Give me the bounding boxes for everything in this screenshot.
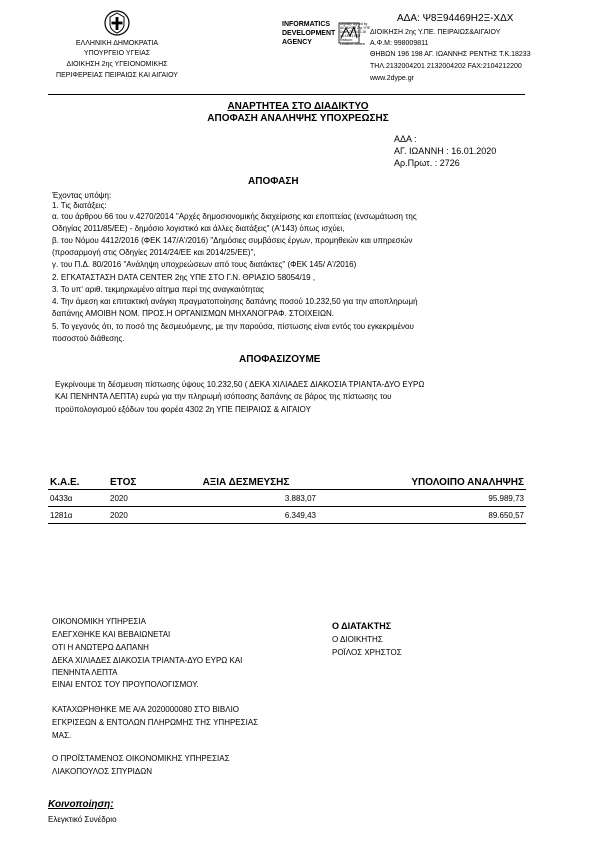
ada-code: ΑΔΑ: Ψ8Ξ94469Η2Ξ-ΧΔΧ [397, 13, 514, 24]
signature-note: 13:15:41 EET [340, 34, 361, 38]
column-header: Κ.Α.Ε. [48, 475, 108, 490]
notification-recipient: Ελεγκτικό Συνέδριο [48, 815, 117, 824]
body-line: Οδηγίας 2011/85/ΕΕ) - δημόσιο λογιστικό και άλλες διατάξεις" (Α'143) όπως ισχύει, [52, 224, 345, 233]
year-cell: 2020 [108, 507, 174, 524]
meta-ada: ΑΔΑ : [394, 134, 417, 144]
header-divider [48, 94, 525, 95]
registration-line: ΜΑΣ. [52, 731, 72, 740]
registration-line: ΚΑΤΑΧΩΡΗΘΗΚΕ ΜΕ Α/Α 2020000080 ΣΤΟ ΒΙΒΛΙΟ [52, 705, 240, 714]
section-heading-resolve: ΑΠΟΦΑΣΙΖΟΥΜΕ [239, 354, 321, 365]
agency-name: INFORMATICS [282, 21, 331, 28]
header-right-line: ΔΙΟΙΚΗΣΗ 2ης Υ.ΠΕ. ΠΕΙΡΑΙΩΣ&ΑΙΓΑΙΟΥ [370, 29, 501, 36]
commitments-table [48, 475, 526, 524]
signature-note: Location: Athens [340, 42, 366, 46]
header-left-line: ΥΠΟΥΡΓΕΙΟ ΥΓΕΙΑΣ [83, 50, 151, 57]
body-line: α. του άρθρου 66 του ν.4270/2014 "Αρχές δημοσιονομικής διαχείρισης και εποπτείας (ενσωμάτωση της [52, 212, 417, 221]
year-cell: 2020 [108, 490, 174, 507]
kae-cell: 1281α [48, 507, 108, 524]
header-left-line: ΠΕΡΙΦΕΡΕΙΑΣ ΠΕΙΡΑΙΩΣ ΚΑΙ ΑΙΓΑΙΟΥ [56, 72, 178, 79]
finance-line: ΟΤΙ Η ΑΝΩΤΕΡΩ ΔΑΠΑΝΗ [52, 643, 149, 652]
registration-line: ΕΓΚΡΙΣΕΩΝ & ΕΝΤΟΛΩΝ ΠΛΗΡΩΜΗΣ ΤΗΣ ΥΠΗΡΕΣΙΑΣ [52, 718, 259, 727]
body-line: 4. Την άμεση και επιτακτική ανάγκη πραγματοποίησης δαπάνης ποσού 10.232,50 για την αποπληρωμή [52, 297, 418, 306]
signature-note: ΔΙΟΙΚΗΣΗ 2ης ΥΠΕ [340, 26, 371, 30]
page-subtitle: ΑΠΟΦΑΣΗ ΑΝΑΛΗΨΗΣ ΥΠΟΧΡΕΩΣΗΣ [207, 113, 389, 124]
body-line: ποσοστού διάθεσης. [52, 334, 125, 343]
section-heading-decision: ΑΠΟΦΑΣΗ [248, 176, 299, 187]
agency-name: AGENCY [282, 39, 312, 46]
header-right-line: Α.Φ.Μ: 998009811 [370, 40, 429, 47]
finance-head-name: ΛΙΑΚΟΠΟΥΛΟΣ ΣΠΥΡΙΔΩΝ [52, 767, 152, 776]
remaining-cell: 89.650,57 [318, 507, 526, 524]
finance-head-title: Ο ΠΡΟΪΣΤΑΜΕΝΟΣ ΟΙΚΟΝΟΜΙΚΗΣ ΥΠΗΡΕΣΙΑΣ [52, 754, 230, 763]
commitment-cell: 3.883,07 [174, 490, 318, 507]
header-left-line: ΕΛΛΗΝΙΚΗ ΔΗΜΟΚΡΑΤΙΑ [75, 40, 159, 47]
signer-title: Ο ΔΙΑΤΑΚΤΗΣ [332, 621, 392, 631]
body-line: (προσαρμογή στις Οδηγίες 2014/24/ΕΕ και 2014/25/ΕΕ)", [52, 248, 256, 257]
column-header: ΕΤΟΣ [108, 475, 174, 490]
header-right-line: www.2dype.gr [370, 75, 414, 82]
header-right-line: ΤΗΛ.2132004201 2132004202 FAX:2104212200 [370, 63, 522, 70]
body-line: 5. Το γεγονός ότι, το ποσό της δεσμευόμενης, με την παρούσα, πίστωσης είναι εντός του εγκεκριμένου [52, 322, 414, 331]
notification-label: Κοινοποίηση: [48, 799, 114, 810]
decision-line: Εγκρίνουμε τη δέσμευση πίστωσης ύψους 10.232,50 ( ΔΕΚΑ ΧΙΛΙΑΔΕΣ ΔΙΑΚΟΣΙΑ ΤΡΙΑΝΤΑ-ΔΥΟ ΕΥΡΩ [55, 380, 425, 389]
body-line: δαπάνης ΑΜΟΙΒΗ ΝΟΜ. ΠΡΟΣ.Η ΟΡΓΑΝΙΣΜΩΝ ΜΗΧΑΝΟΓΡΑΦ. ΣΤΟΙΧΕΙΩΝ. [52, 309, 334, 318]
signature-note: Digitally signed by [340, 22, 368, 26]
agency-name: DEVELOPMENT [282, 30, 336, 37]
finance-line: ΠΕΝΗΝΤΑ ΛΕΠΤΑ [52, 668, 118, 677]
commitment-cell: 6.349,43 [174, 507, 318, 524]
column-header: ΥΠΟΛΟΙΠΟ ΑΝΑΛΗΨΗΣ [318, 475, 526, 490]
meta-protocol: Αρ.Πρωτ. : 2726 [394, 158, 460, 168]
finance-line: ΔΕΚΑ ΧΙΛΙΑΔΕΣ ΔΙΑΚΟΣΙΑ ΤΡΙΑΝΤΑ-ΔΥΟ ΕΥΡΩ ΚΑΙ [52, 656, 243, 665]
signature-note: Date: 2020.01.16 [340, 30, 367, 34]
column-header: ΑΞΙΑ ΔΕΣΜΕΥΣΗΣ [174, 475, 318, 490]
signer-name: ΡΟΪΛΟΣ ΧΡΗΣΤΟΣ [332, 648, 402, 657]
signer-role: Ο ΔΙΟΙΚΗΤΗΣ [332, 635, 383, 644]
finance-line: ΕΛΕΓΧΘΗΚΕ ΚΑΙ ΒΕΒΑΙΩΝΕΤΑΙ [52, 630, 171, 639]
header-left-line: ΔΙΟΙΚΗΣΗ 2ης ΥΓΕΙΟΝΟΜΙΚΗΣ [66, 61, 168, 68]
body-line: β. του Νόμου 4412/2016 (ΦΕΚ 147/Α'/2016) "Δημόσιες συμβάσεις έργων, προμηθειών και υπηρεσιών [52, 236, 413, 245]
kae-cell: 0433α [48, 490, 108, 507]
body-line: 3. Το υπ' αριθ. τεκμηριωμένο αίτημα περί της αναγκαιότητας [52, 285, 264, 294]
body-line: 1. Τις διατάξεις: [52, 201, 107, 210]
body-line: γ. του Π.Δ. 80/2016 "Ανάληψη υποχρεώσεων από τους διατάκτες" (ΦΕΚ 145/ Α'/2016) [52, 260, 357, 269]
page-title: ΑΝΑΡΤΗΤΕΑ ΣΤΟ ΔΙΑΔΙΚΤΥΟ [227, 101, 369, 112]
meta-date: ΑΓ. ΙΩΑΝΝΗ : 16.01.2020 [394, 146, 497, 156]
signature-notes [340, 22, 370, 46]
decision-line: προϋπολογισμού εξόδων του φορέα 4302 2η ΥΠΕ ΠΕΙΡΑΙΩΣ & ΑΙΓΑΙΟΥ [55, 405, 311, 414]
table-row [48, 507, 526, 524]
finance-line: ΟΙΚΟΝΟΜΙΚΗ ΥΠΗΡΕΣΙΑ [52, 617, 146, 626]
body-line: 2. ΕΓΚΑΤΑΣΤΑΣΗ DATA CENTER 2ης ΥΠΕ ΣΤΟ Γ.Ν. ΘΡΙΑΣΙΟ 58054/19 , [52, 273, 316, 282]
finance-line: ΕΙΝΑΙ ΕΝΤΟΣ ΤΟΥ ΠΡΟΥΠΟΛΟΓΙΣΜΟΥ. [52, 680, 199, 689]
table-row [48, 490, 526, 507]
header-right-line: ΘΗΒΩΝ 196 198 ΑΓ. ΙΩΑΝΝΗΣ ΡΕΝΤΗΣ Τ.Κ.18233 [370, 51, 531, 58]
greek-emblem-icon [104, 10, 130, 36]
signature-note: Reason: [340, 38, 353, 42]
decision-line: ΚΑΙ ΠΕΝΗΝΤΑ ΛΕΠΤΑ) ευρώ για την πληρωμή ισόποσης δαπάνης σε βάρος της πίστωσης του [55, 392, 392, 401]
table-header-row [48, 475, 526, 490]
remaining-cell: 95.989,73 [318, 490, 526, 507]
body-line: Έχοντας υπόψη: [52, 191, 112, 200]
